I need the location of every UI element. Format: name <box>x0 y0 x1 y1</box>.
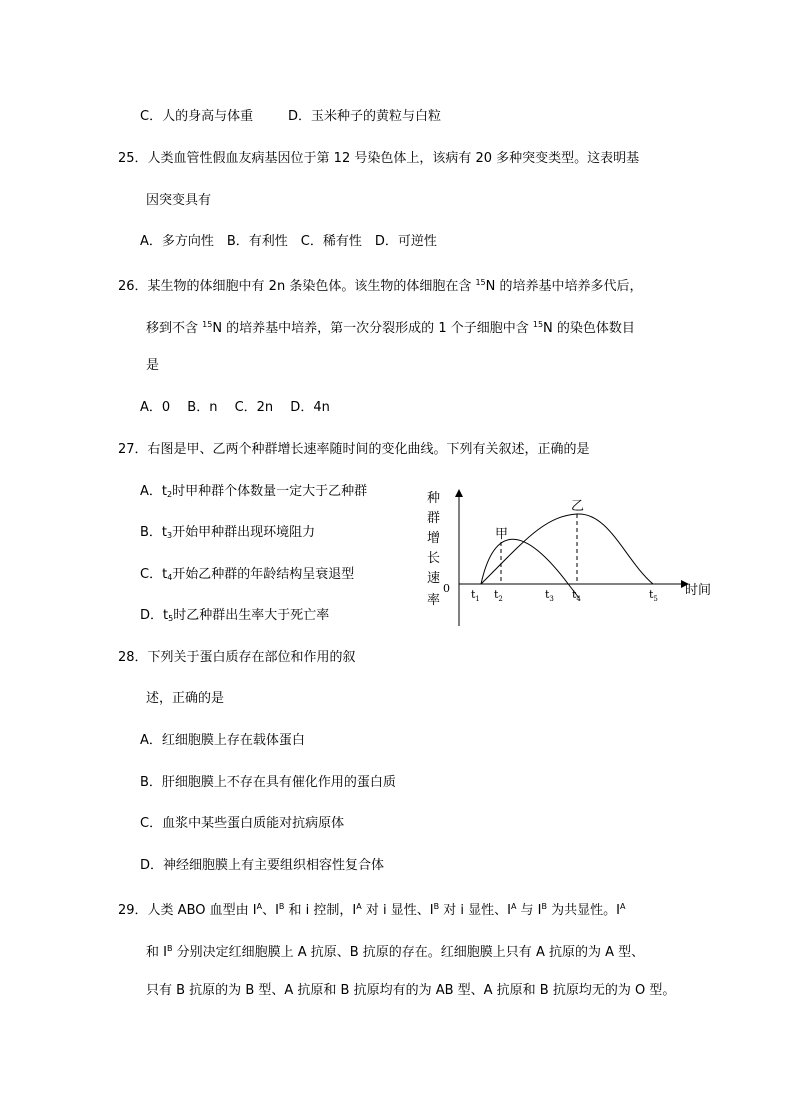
q26-stem-line1: 26．某生物的体细胞中有 2n 条染色体。该生物的体细胞在含 $^{15}$N 的培养基中培养多代后， <box>118 278 643 294</box>
q26-stem-line3: 是 <box>146 358 160 373</box>
x-tick-t3: $t_3$ <box>545 588 554 603</box>
q26-stem-line2: 移到不含 $^{15}$N 的培养基中培养，第一次分裂形成的 1 个子细胞中含 $^{15}$N 的染色体数目 <box>146 320 635 336</box>
series-yi-label: 乙 <box>571 499 585 514</box>
population-growth-rate-graph <box>415 480 725 630</box>
origin-label: 0 <box>443 582 450 595</box>
series-jia-label: 甲 <box>495 527 509 542</box>
ylabel-char: 群 <box>427 511 441 526</box>
q28-option-d: D．神经细胞膜上有主要组织相容性复合体 <box>140 858 385 873</box>
q27-option-c: C．$t_4$开始乙种群的年龄结构呈衰退型 <box>140 567 355 582</box>
x-tick-t4: $t_4$ <box>572 588 581 603</box>
q27-option-b: B．$t_3$开始甲种群出现环境阻力 <box>140 525 316 540</box>
q27-option-a: A．$t_2$时甲种群个体数量一定大于乙种群 <box>140 484 368 499</box>
x-tick-t2: $t_2$ <box>494 588 503 603</box>
q28-option-b: B．肝细胞膜上不存在具有催化作用的蛋白质 <box>140 775 396 790</box>
q27-stem: 27．右图是甲、乙两个种群增长速率随时间的变化曲线。下列有关叙述，正确的是 <box>118 442 590 457</box>
q29-stem-line3: 只有 B 抗原的为 B 型、A 抗原和 B 抗原均有的为 AB 型、A 抗原和 B 抗原均无的为 O 型。 <box>146 983 676 998</box>
ylabel-char: 增 <box>427 531 441 546</box>
x-axis-label: 时间 <box>685 583 712 598</box>
q25-options: A．多方向性 B．有利性 C．稀有性 D．可逆性 <box>140 234 437 249</box>
q24-option-d: D．玉米种子的黄粒与白粒 <box>288 109 442 124</box>
series-yi-curve <box>481 514 653 584</box>
q24-option-c: C．人的身高与体重 <box>140 109 254 124</box>
q29-stem-line2: 和 $I^B$ 分别决定红细胞膜上 A 抗原、B 抗原的存在。红细胞膜上只有 A 抗原的为 A 型、 <box>146 944 645 960</box>
ylabel-char: 速 <box>427 571 441 586</box>
q28-option-c: C．血浆中某些蛋白质能对抗病原体 <box>140 816 345 831</box>
q26-options: A．0 B．n C．2n D．4n <box>140 400 330 415</box>
y-axis-label <box>427 491 440 608</box>
q28-stem-line2: 述，正确的是 <box>146 691 225 706</box>
ylabel-char: 长 <box>427 551 441 566</box>
x-tick-t1: $t_1$ <box>471 588 480 603</box>
q28-stem-line1: 28．下列关于蛋白质存在部位和作用的叙 <box>118 650 356 665</box>
q25-stem-line1: 25．人类血管性假血友病基因位于第 12 号染色体上，该病有 20 多种突变类型。这表明基 <box>118 151 640 166</box>
q29-stem-line1: 29．人类 ABO 血型由 $I^A$、$I^B$ 和 i 控制，$I^A$ 对 i 显性、$I^B$ 对 i 显性、$I^A$ 与 $I^B$ 为共显性。$I^A$ <box>118 902 626 918</box>
q27-option-d: D．$t_5$时乙种群出生率大于死亡率 <box>140 608 330 623</box>
ylabel-char: 率 <box>427 593 441 608</box>
q25-stem-line2: 因突变具有 <box>146 193 212 208</box>
q28-option-a: A．红细胞膜上存在载体蛋白 <box>140 733 305 748</box>
x-tick-t5: $t_5$ <box>649 588 658 603</box>
ylabel-char: 种 <box>427 491 441 506</box>
